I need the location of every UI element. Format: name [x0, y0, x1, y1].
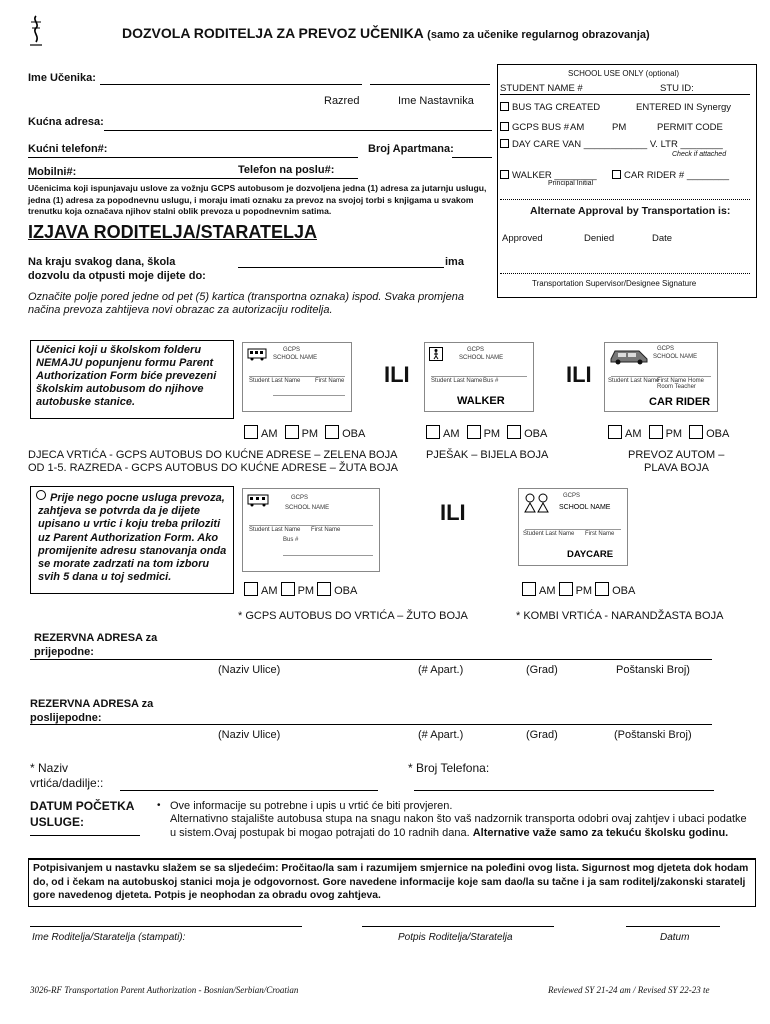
home-address-field[interactable] [104, 130, 492, 131]
backup-am-city: (Grad) [526, 664, 558, 676]
walker-am-checkbox[interactable] [426, 425, 440, 439]
bus-am-checkbox[interactable] [244, 425, 258, 439]
card-school-name: SCHOOL NAME [459, 355, 504, 361]
instruction-text: Označite polje pored jedne od pet (5) kartica (transportna oznaka) ispod. Svaka promjena načina prevoza zahtijeva novi obrazac za autorizaciju roditelja. [28, 291, 464, 316]
daycare-bus-label: * GCPS AUTOBUS DO VRTIĆA – ŽUTO BOJA [238, 610, 468, 622]
daycare-bus-card [242, 488, 380, 572]
card-first-name: First Name [311, 527, 341, 533]
daycare-van-options: AM PM OBA [522, 582, 635, 597]
card-gcps: GCPS [283, 347, 301, 353]
walker-pm-checkbox[interactable] [467, 425, 481, 439]
supervisor-signature-field[interactable] [500, 273, 750, 274]
daycare-van-am-checkbox[interactable] [522, 582, 536, 596]
car-rider-tag-card [604, 342, 718, 412]
signature-date-label: Datum [660, 932, 690, 943]
apartment-field[interactable] [452, 157, 492, 158]
backup-am-street: (Naziv Ulice) [218, 664, 281, 676]
card-school-name: SCHOOL NAME [273, 355, 318, 361]
children-icon [522, 492, 552, 514]
footer-left: 3026-RF Transportation Parent Authorization - Bosnian/Serbian/Croatian [30, 985, 299, 995]
car-label-1: PREVOZ AUTOM – [628, 449, 725, 461]
car-am-checkbox[interactable] [608, 425, 622, 439]
or-label-1: ILI [384, 362, 410, 387]
card-student-last: Student Last Name [249, 527, 301, 533]
card-bus-number: Bus # [483, 378, 499, 384]
bus-label-grades: OD 1-5. RAZREDA - GCPS AUTOBUS DO KUĆNE ADRESE – ŽUTA BOJA [28, 462, 399, 474]
backup-pm-street: (Naziv Ulice) [218, 729, 281, 741]
school-student-name: STUDENT NAME # [500, 83, 583, 94]
or-label-2: ILI [566, 362, 592, 387]
school-release-line: Na kraju svakog dana, škola [28, 256, 176, 268]
backup-pm-field[interactable] [30, 724, 712, 725]
alt-approval-heading: Alternate Approval by Transportation is: [530, 205, 731, 217]
day-care-van-check[interactable]: DAY CARE VAN ____________ V. LTR ________ [500, 139, 723, 150]
walker-check[interactable]: WALKER ________ [500, 170, 597, 181]
ima-label: ima [445, 256, 464, 268]
teacher-label: Ime Nastavnika [398, 95, 474, 107]
parent-signature-field[interactable] [362, 926, 554, 927]
parent-name-field[interactable] [30, 926, 302, 927]
school-use-heading: SCHOOL USE ONLY (optional) [568, 69, 680, 78]
card-school-name: SCHOOL NAME [559, 504, 611, 511]
card-first-name: First Name Home Room Teacher [657, 378, 705, 390]
entered-in-synergy: ENTERED IN Synergy [636, 102, 732, 113]
home-address-label: Kućna adresa: [28, 116, 104, 128]
backup-pm-city: (Grad) [526, 729, 558, 741]
backup-am-label: REZERVNA ADRESA za prijepodne: [34, 632, 158, 658]
school-stu-id: STU ID: [660, 83, 694, 94]
gcps-bus-check[interactable]: GCPS BUS # [500, 122, 569, 133]
school-bus-icon [247, 493, 269, 507]
walker-label: PJEŠAK – BIJELA BOJA [426, 449, 549, 461]
permit-code: PERMIT CODE [657, 122, 723, 133]
denied-label: Denied [584, 233, 615, 244]
car-pm-checkbox[interactable] [649, 425, 663, 439]
parent-name-label: Ime Roditelja/Staratelja (stampati): [32, 932, 186, 943]
card-school-name: SCHOOL NAME [653, 354, 698, 360]
school-field[interactable] [238, 267, 444, 268]
bullet-dot-icon: • [157, 800, 161, 811]
student-name-label: Ime Učenika: [28, 72, 96, 84]
or-label-3: ILI [440, 500, 466, 525]
daycare-phone-field[interactable] [414, 790, 714, 791]
mobile-label: Mobilni#: [28, 166, 77, 178]
card-first-name: First Name [315, 378, 345, 384]
card-car-rider-title: CAR RIDER [649, 396, 711, 408]
card-gcps: GCPS [291, 495, 309, 501]
card-first-name: First Name [585, 531, 615, 537]
car-oba-checkbox[interactable] [689, 425, 703, 439]
bus-options: AM PM OBA [244, 425, 365, 440]
school-use-box [497, 64, 757, 298]
card-gcps: GCPS [563, 493, 581, 499]
card-gcps: GCPS [467, 347, 485, 353]
daycare-bus-pm-checkbox[interactable] [281, 582, 295, 596]
home-phone-field[interactable] [28, 157, 358, 158]
school-pm: PM [612, 122, 627, 133]
bus-tag-created[interactable]: BUS TAG CREATED [500, 102, 600, 113]
start-date-field[interactable] [30, 835, 140, 836]
car-label-2: PLAVA BOJA [644, 462, 710, 474]
daycare-bus-oba-checkbox[interactable] [317, 582, 331, 596]
daycare-bus-am-checkbox[interactable] [244, 582, 258, 596]
walker-oba-checkbox[interactable] [507, 425, 521, 439]
signature-date-field[interactable] [626, 926, 720, 927]
daycare-name-label: * Naziv vrtića/dadilje:: [30, 761, 104, 790]
daycare-van-label: * KOMBI VRTIĆA - NARANDŽASTA BOJA [516, 610, 724, 622]
page-title: DOZVOLA RODITELJA ZA PREVOZ UČENIKA (samo za učenike regularnog obrazovanja) [122, 25, 650, 41]
approved-label: Approved [502, 233, 543, 244]
supervisor-signature-label: Transportation Supervisor/Designee Signature [532, 279, 697, 288]
daycare-van-oba-checkbox[interactable] [595, 582, 609, 596]
daycare-bus-options: AM PM OBA [244, 582, 357, 597]
car-options: AM PM OBA [608, 425, 729, 440]
bus-pm-checkbox[interactable] [285, 425, 299, 439]
car-rider-check[interactable]: CAR RIDER # ________ [612, 170, 729, 181]
release-to-label: dozvolu da otpusti moje dijete do: [28, 270, 206, 282]
daycare-phone-label: * Broj Telefona: [408, 761, 490, 775]
gcps-logo-icon [28, 14, 44, 48]
card-school-name: SCHOOL NAME [285, 505, 330, 511]
daycare-bullet-text: Ove informacije su potrebne i upis u vrtić će biti provjeren. [170, 800, 453, 812]
note-box-2-text: Prije nego pocne usluga prevoza, zahtjeva se potvrda da je dijete upisano u vrtic i koju treba priloziti uz Parent Authorization Form. Ako promijenite adresu stanovanja onda se morate zadrzati na tom izboru svih 5 dana u toj sedmici. [38, 492, 227, 584]
card-student-last: Student Last Name [523, 531, 575, 537]
daycare-note: Alternativno stajalište autobusa stupa na snagu nakon što vaš nadzornik transporta odobri ovaj zahtjev i ubaci podatke u sistem.Ovaj postupak bi mogao potrajati do 10 radnih dana. Alternative važe samo za tekuću školsku godinu. [170, 813, 747, 839]
consent-text: Potpisivanjem u nastavku slažem se sa sljedećim: Pročitao/la sam i razumijem smjernice na poleđini ovog lista. Sigurnost mog djeteta dok hodam do, od i čekam na autobuskoj stanici moja je odgovornost. Gore navedene informacije koje sam dao/la su tačne i ja sam roditelj/zakonski staratelj gore navedenog djeteta. Potpis je neophodan za obradu ovog zahtjeva. [33, 863, 749, 901]
walker-tag-card [424, 342, 534, 412]
card-student-last: Student Last Name [431, 378, 483, 384]
date-label: Date [652, 233, 673, 244]
card-walker-title: WALKER [457, 395, 505, 407]
bus-oba-checkbox[interactable] [325, 425, 339, 439]
mobile-field[interactable] [28, 178, 358, 179]
eligibility-text: Učenicima koji ispunjavaju uslove za vožnju GCPS autobusom je dozvoljena jedna (1) adresa za jutarnju uslugu, jedna (1) adresa za popodnevnu uslugu, i moraju imati oznaku za prevoz na svojoj torbi s knjigama u svakom trenutku koja označava njihov stalni oblik prevoza u popodnevnim satima. [28, 183, 487, 216]
parent-signature-label: Potpis Roditelja/Staratelja [398, 932, 513, 943]
walker-icon [429, 347, 443, 361]
backup-pm-zip: (Poštanski Broj) [614, 729, 692, 741]
backup-pm-label: REZERVNA ADRESA za poslijepodne: [30, 698, 154, 724]
apartment-label: Broj Apartmana: [368, 143, 454, 155]
bus-label-kindergarten: DJECA VRTIĆA - GCPS AUTOBUS DO KUĆNE ADRESE – ZELENA BOJA [28, 449, 398, 461]
note-box-1-text: Učenici koji u školskom folderu NEMAJU popunjenu formu Parent Authorization Form biće prevezeni školskim autobusom do njihove autobuske stanice. [36, 344, 217, 408]
check-if-attached: Check if attached [672, 151, 727, 158]
work-phone-label: Telefon na poslu#: [238, 164, 335, 176]
card-student-last: Student Last Name [249, 378, 301, 384]
bus-tag-card [242, 342, 352, 412]
card-student-last: Student Last Name [608, 378, 660, 384]
backup-am-apt: (# Apart.) [418, 664, 464, 676]
grade-label: Razred [324, 95, 360, 107]
backup-am-zip: Poštanski Broj) [616, 664, 690, 676]
card-bus-number: Bus # [283, 537, 299, 543]
principal-initial: Principal Initial [548, 180, 594, 187]
daycare-name-field[interactable] [120, 790, 378, 791]
start-date-label: DATUM POČETKA USLUGE: [30, 799, 134, 829]
school-bus-icon [247, 347, 267, 361]
school-am: AM [570, 122, 585, 133]
daycare-van-card [518, 488, 628, 566]
car-icon [609, 345, 649, 365]
declaration-heading: IZJAVA RODITELJA/STARATELJA [28, 222, 318, 242]
card-gcps: GCPS [657, 346, 675, 352]
backup-pm-apt: (# Apart.) [418, 729, 464, 741]
backup-am-field[interactable] [30, 659, 712, 660]
daycare-van-pm-checkbox[interactable] [559, 582, 573, 596]
footer-right: Reviewed SY 21-24 am / Revised SY 22-23 te [548, 985, 710, 995]
home-phone-label: Kućni telefon#: [28, 143, 108, 155]
walker-options: AM PM OBA [426, 425, 547, 440]
card-daycare-title: DAYCARE [567, 549, 614, 560]
